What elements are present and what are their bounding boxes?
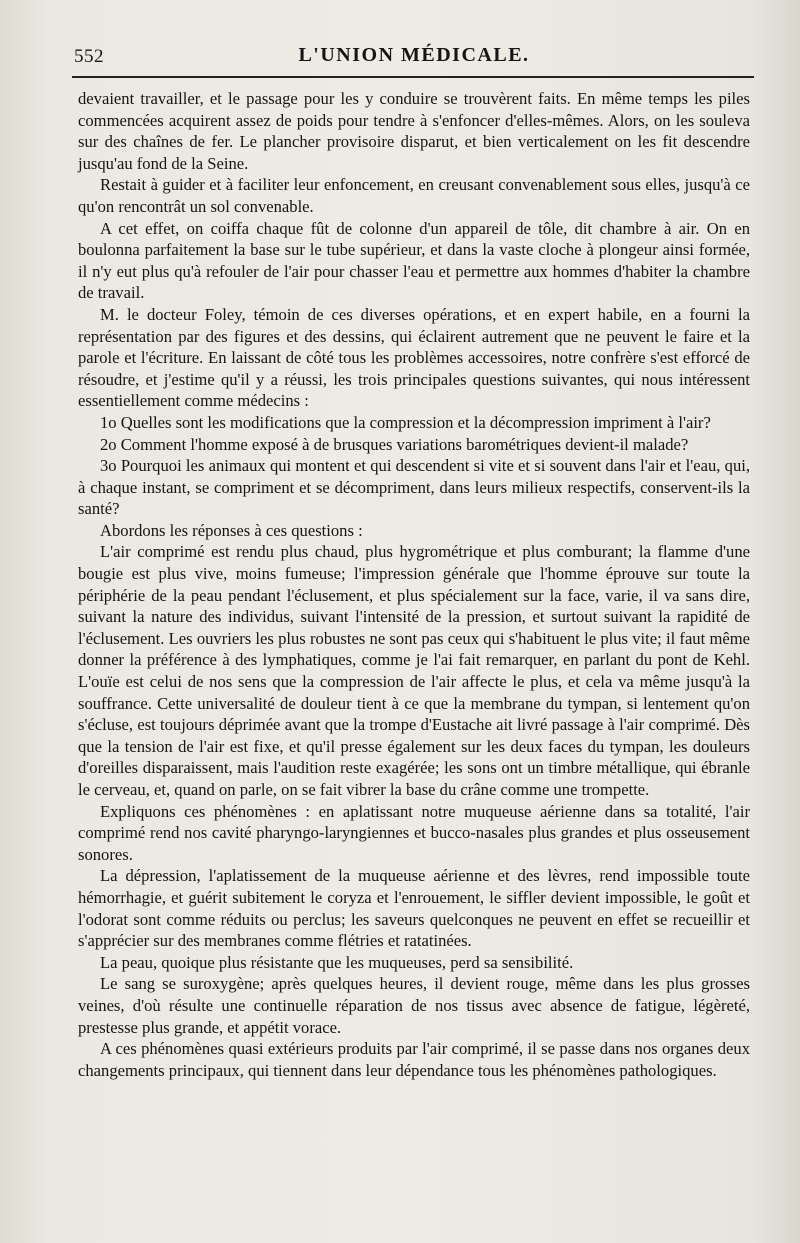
paragraph: devaient travailler, et le passage pour les y conduire se trouvèrent faits. En même temps les piles commencées acquirent assez de poids pour tendre à s'enfoncer d'elles-mêmes. Alors, on les souleva sur des chaînes de fer. Le plancher provisoire disparut, et bien verticalement on les fit descendre jusqu'au fond de la Seine. bbox=[78, 89, 750, 173]
paragraph: La peau, quoique plus résistante que les muqueuses, perd sa sensibilité. bbox=[100, 952, 574, 972]
paragraph: Expliquons ces phénomènes : en aplatissant notre muqueuse aérienne dans sa totalité, l'air comprimé rend nos cavité pharyngo-laryngiennes et bucco-nasales plus grandes et plus osseusement sonores. bbox=[78, 801, 750, 864]
page-header bbox=[72, 40, 756, 74]
paragraph: M. le docteur Foley, témoin de ces diverses opérations, et en expert habile, en a fourni la représentation par des figures et des dessins, qui éclairent autrement que ne peuvent le faire et la parole et l'écriture. En laissant de côté tous les problèmes accessoires, notre confrère s'est efforcé de résoudre, et j'estime qu'il y a réussi, les trois principales questions suivantes, qui nous intéressent essentiellement comme médecins : bbox=[78, 304, 750, 411]
paragraph: L'air comprimé est rendu plus chaud, plus hygrométrique et plus comburant; la flamme d'une bougie est plus vive, moins fumeuse; l'impression générale que l'homme éprouve sur toute la périphérie de la peau pendant l'éclusement, et plus spécialement sur la face, varie, il va sans dire, suivant la nature des individus, suivant l'intensité de la pression, et surtout suivant la rapidité de l'éclusement. Les ouvriers les plus robustes ne sont pas ceux qui s'habituent le plus vite; il faut même donner la préférence à des lymphatiques, comme je l'ai fait remarquer, en parlant du pont de Kehl. L'ouïe est celui de nos sens que la compression de l'air affecte le plus, et cela va même jusqu'à la souffrance. Cette universalité de douleur tient à ce que la membrane du tympan, si lentement qu'on s'écluse, est toujours déprimée avant que la trompe d'Eustache ait livré passage à l'air comprimé. Dès que la tension de l'air est fixe, et qu'il presse également sur les deux faces du tympan, les douleurs d'oreilles disparaissent, mais l'audition reste exagérée; les sons ont un timbre métallique, qui ébranle le cerveau, et, quand on parle, on se fait vibrer la base du crâne comme une trompette. bbox=[78, 542, 750, 799]
paragraph: Restait à guider et à faciliter leur enfoncement, en creusant convenablement sous elles, jusqu'à ce qu'on rencontrât un sol convenable. bbox=[78, 175, 750, 216]
question-item: 2o Comment l'homme exposé à de brusques variations barométriques devient-il malade? bbox=[100, 434, 689, 454]
paragraph: Abordons les réponses à ces questions : bbox=[100, 520, 363, 540]
paragraph: La dépression, l'aplatissement de la muqueuse aérienne et des lèvres, rend impossible toute hémorrhagie, et guérit subitement le coryza et l'enrouement, le siffler devient impossible, le goût et l'odorat sont comme réduits ou perclus; les saveurs quelconques ne peuvent en effet se recueillir et s'apprécier sur des membranes comme flétries et ratatinées. bbox=[78, 866, 750, 951]
question-item: 3o Pourquoi les animaux qui montent et qui descendent si vite et si souvent dans l'air et l'eau, qui, à chaque instant, se compriment et se décompriment, dans leurs milieux respectifs, conservent-ils la santé? bbox=[78, 456, 750, 519]
question-item: 1o Quelles sont les modifications que la compression et la décompression impriment à l'air? bbox=[100, 412, 711, 432]
header-rule bbox=[72, 76, 754, 78]
journal-title: L'UNION MÉDICALE. bbox=[298, 44, 530, 66]
paragraph: A cet effet, on coiffa chaque fût de colonne d'un appareil de tôle, dit chambre à air. On en boulonna parfaitement la base sur le tube supérieur, et dans la vaste cloche à plongeur ainsi formée, il n'y eut plus qu'à refouler de l'air pour chasser l'eau et permettre aux hommes d'habiter la chambre de travail. bbox=[78, 218, 750, 303]
article-body bbox=[78, 88, 750, 1081]
paragraph: A ces phénomènes quasi extérieurs produits par l'air comprimé, il se passe dans nos organes deux changements principaux, qui tiennent dans leur dépendance tous les phénomènes pathologiques. bbox=[78, 1039, 750, 1080]
paragraph: Le sang se suroxygène; après quelques heures, il devient rouge, même dans les plus grosses veines, d'où résulte une continuelle réparation de nos tissus avec absence de fatigue, légèreté, prestesse plus grande, et appétit vorace. bbox=[78, 974, 750, 1037]
page-number: 552 bbox=[74, 46, 104, 67]
